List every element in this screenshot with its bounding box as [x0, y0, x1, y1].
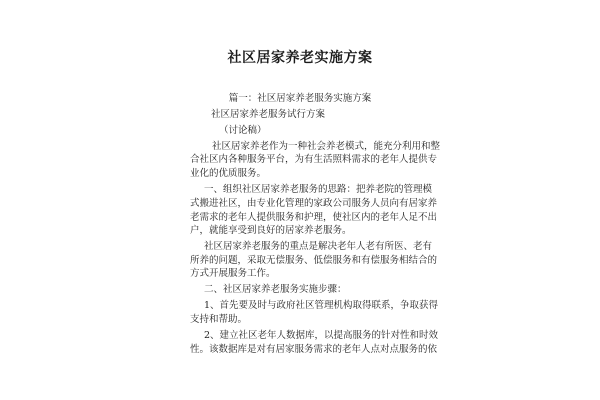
body-line: 老需求的老年人提供服务和护理，使社区内的老年人足不出: [190, 212, 438, 223]
body-line: 户，就能享受到良好的居家养老服务。: [190, 225, 352, 236]
body-line: 性。该数据库是对有居家服务需求的老年人点对点服务的依: [190, 344, 438, 355]
body-line: 社区居家养老作为一种社会养老模式，能充分利用和整: [212, 141, 441, 152]
body-line: 方式开展服务工作。: [190, 268, 276, 279]
document-subtitle: 篇一：社区居家养老服务实施方案: [228, 93, 372, 104]
body-line: 社区居家养老服务的重点是解决老年人老有所医、老有: [204, 241, 433, 252]
body-line: 所养的问题，采取无偿服务、低偿服务和有偿服务相结合的: [190, 255, 438, 266]
body-line: 合社区内各种服务平台，为有生活照料需求的老年人提供专: [190, 154, 438, 165]
document-title: 社区居家养老实施方案: [227, 50, 373, 66]
body-line: 社区居家养老服务试行方案: [211, 109, 326, 120]
body-line: （讨论稿）: [219, 125, 267, 136]
body-line: 2、建立社区老年人数据库，以提高服务的针对性和时效: [204, 330, 439, 341]
body-line: 1、首先要及时与政府社区管理机构取得联系，争取获得: [204, 300, 439, 311]
body-line: 式搬进社区，由专业化管理的家政公司服务人员向有居家养: [190, 198, 438, 209]
body-line: 支持和帮助。: [190, 314, 248, 325]
body-line: 业化的优质服务。: [190, 168, 267, 179]
body-line: 一、组织社区居家养老服务的思路：把养老院的管理模: [204, 184, 433, 195]
body-line: 二、社区居家养老服务实施步骤：: [204, 284, 347, 295]
